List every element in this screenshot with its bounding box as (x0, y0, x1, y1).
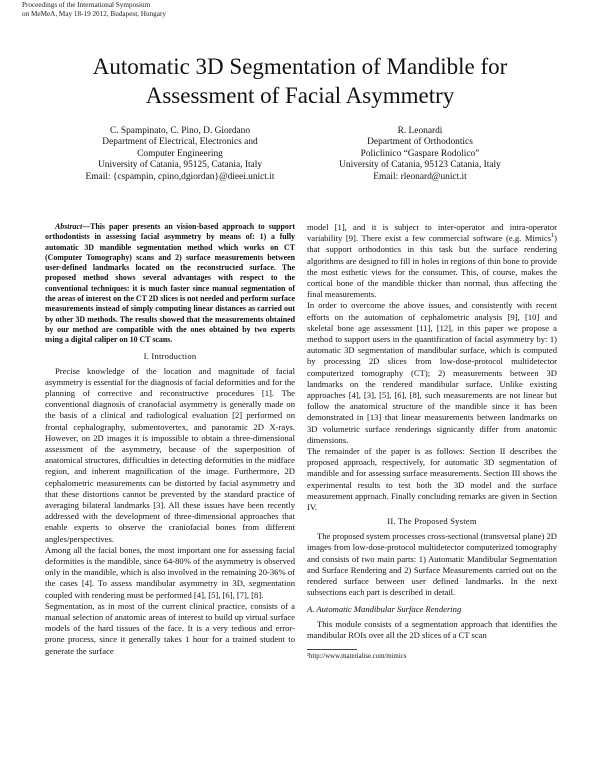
subsection-paragraph-1: This module consists of a segmentation approach that identifies the mandibular ROIs over all the 2D slices of a CT scan (307, 618, 557, 640)
section-heading-introduction: I. Introduction (143, 350, 197, 361)
author-department-cont: Computer Engineering (137, 148, 223, 159)
left-column (45, 222, 295, 657)
abstract (45, 222, 295, 346)
right-paragraph-1b: ) that support orthodontics in this task but the surface rendering algorithms are designed to fill in holes in regions of thin bone to provide the most esthetic views for the consumer. This, of course, makes the cortical bone of the mandible thicker than normal, thus affecting the final measurements. (307, 233, 557, 300)
intro-paragraph-3: Segmentation, as in most of the current clinical practice, consists of a manual selection of anatomic areas of interest to build up virtual surface models of the hard tissues of the face. It is a very tedious and error-prone process, since it generally takes 1 hour for a trained student to generate the surface (45, 600, 295, 656)
author-names: C. Spampinato, C. Pino, D. Giordano (109, 126, 251, 136)
right-paragraph-3: The remainder of the paper is as follows: Section II describes the proposed approach, respectively, for automatic 3D segmentation of mandible and for assessing surface measurements. Section III shows the experimental results to test both the 3D model and the surface measurement approach. Finally concluding remarks are given in Section IV. (307, 446, 557, 513)
system-paragraph-1: The proposed system processes cross-sectional (transversal plane) 2D images from low-dose-protocol multidetector computerized tomography and consists of two main parts: 1) Automatic Mandibular Segmentation and Surface Rendering and 2) Surface Measurements carried out on the rendered surface between user defined landmarks. In the next subsections each part is described in detail. (307, 531, 557, 598)
right-column (307, 222, 557, 661)
title-line-2: Assessment of Facial Asymmetry (145, 83, 455, 108)
author-email: Email: rleonard@unict.it (373, 171, 467, 182)
section-heading-proposed-system: II. The Proposed System (387, 516, 477, 527)
author-email: Email: {cspampin, cpino,dgiordan}@dieei.unict.it (85, 171, 275, 182)
footnote-marker: 1 (551, 233, 555, 240)
footnote: ¹http://www.materialise.com/mimics (307, 652, 407, 660)
author-department-cont: Policlinico “Gaspare Rodolico” (360, 148, 480, 159)
right-paragraph-2: In order to overcome the above issues, and consistently with recent efforts on the automation of cephalometric analysis [9], [10] and skeletal bone age assessment [11], [12], in this paper we propose a method to support users in the quantification of facial asymmetry by: 1) automatic 3D segmentation of mandibular surface, which is computed by processing 2D slices from low-dose-protocol multidetector computerized tomography (CT); 2) measurements between 3D landmarks on the rendered mandibular surface. Unlike existing approaches [4], [3], [5], [6], [8], such measurements are not linear but follow the anatomical structure of the mandible since it has been demonstrated in [13] that linear measurements between landmarks on 3D volumetric surface renderings signicantly differ from anatomic dimensions. (307, 300, 557, 445)
author-group-1 (60, 126, 300, 183)
intro-paragraph-1: Precise knowledge of the location and magnitude of facial asymmetry is essential for the diagnosis of facial deformities and for the planning of corrective and reconstructive procedures [1]. The conventional diagnosis of cranofacial asymmetry is generally made on the basis of a clinical and radiological evaluation [2] performed on frontal cephalography, submentovertex, and panoramic 2D X-rays. However, on 2D images it is impossible to obtain a three-dimensional assessment of the asymmetry, because of the superposition of anatomical structures, difficulties in detecting deformities in the midface region, and inherent magnification of the image. Furthermore, 2D cephalometric measurements can be distorted by facial asymmetry and that these distortions cannot be prevented by the standard practice of averaging bilateral landmarks [3]. All these issues have been recently addressed with the development of three-dimensional approaches that enable experts to observe the craniofacial bones from different angles/perspectives. (45, 365, 295, 544)
abstract-text: —This paper presents an vision-based approach to support orthodontists in assessing facial asymmetry by means of: 1) a fully automatic 3D mandible segmentation method which works on CT (Computer Tomography) scans and 2) surface measurements between user-defined landmarks located on the reconstructed surface. The proposed method shows several advantages with respect to the conventional techniques: it is much faster since manual segmentation of the areas of interest on the CT 2D slices is not needed and perform surface measurements instead of simply computing linear distances as carried out by other 3D methods. The results showed that the measurements obtained by our method are compatible with the ones obtained by two experts using a digital caliper on 10 CT scans. (45, 222, 295, 345)
author-names: R. Leonardi (397, 126, 443, 136)
title-line-1: Automatic 3D Segmentation of Mandible for (92, 54, 508, 79)
intro-paragraph-2: Among all the facial bones, the most important one for assessing facial deformities is the mandible, since 64-80% of the asymmetry is observed only in the mandible, which is also involved in the remaining 20-36% of the cases [4]. To assess mandibular asymmetry in 3D, segmentation coupled with rendering must be performed [4], [5], [6], [7], [8]. (45, 544, 295, 600)
proceedings-line-1: Proceedings of the International Symposium (22, 1, 151, 9)
paper-title (40, 52, 560, 110)
footnote-rule (307, 649, 357, 650)
proceedings-header (22, 1, 166, 18)
author-department: Department of Orthodontics (367, 137, 473, 148)
right-paragraph-1 (307, 222, 557, 300)
subsection-heading: A. Automatic Mandibular Surface Rendering (307, 603, 462, 614)
author-department: Department of Electrical, Electronics and (102, 137, 258, 148)
author-university: University of Catania, 95123 Catania, Italy (339, 160, 501, 171)
author-group-2 (300, 126, 540, 183)
right-paragraph-1a: model [1], and it is subject to inter-operator and intra-operator variability [9]. There exist a few commercial software (e.g. Mimics (307, 222, 557, 244)
abstract-lead: Abstract (55, 222, 83, 231)
proceedings-line-2: on MeMeA, May 18-19 2012, Budapest, Hungary (22, 9, 166, 18)
author-university: University of Catania, 95125, Catania, Italy (97, 160, 263, 171)
